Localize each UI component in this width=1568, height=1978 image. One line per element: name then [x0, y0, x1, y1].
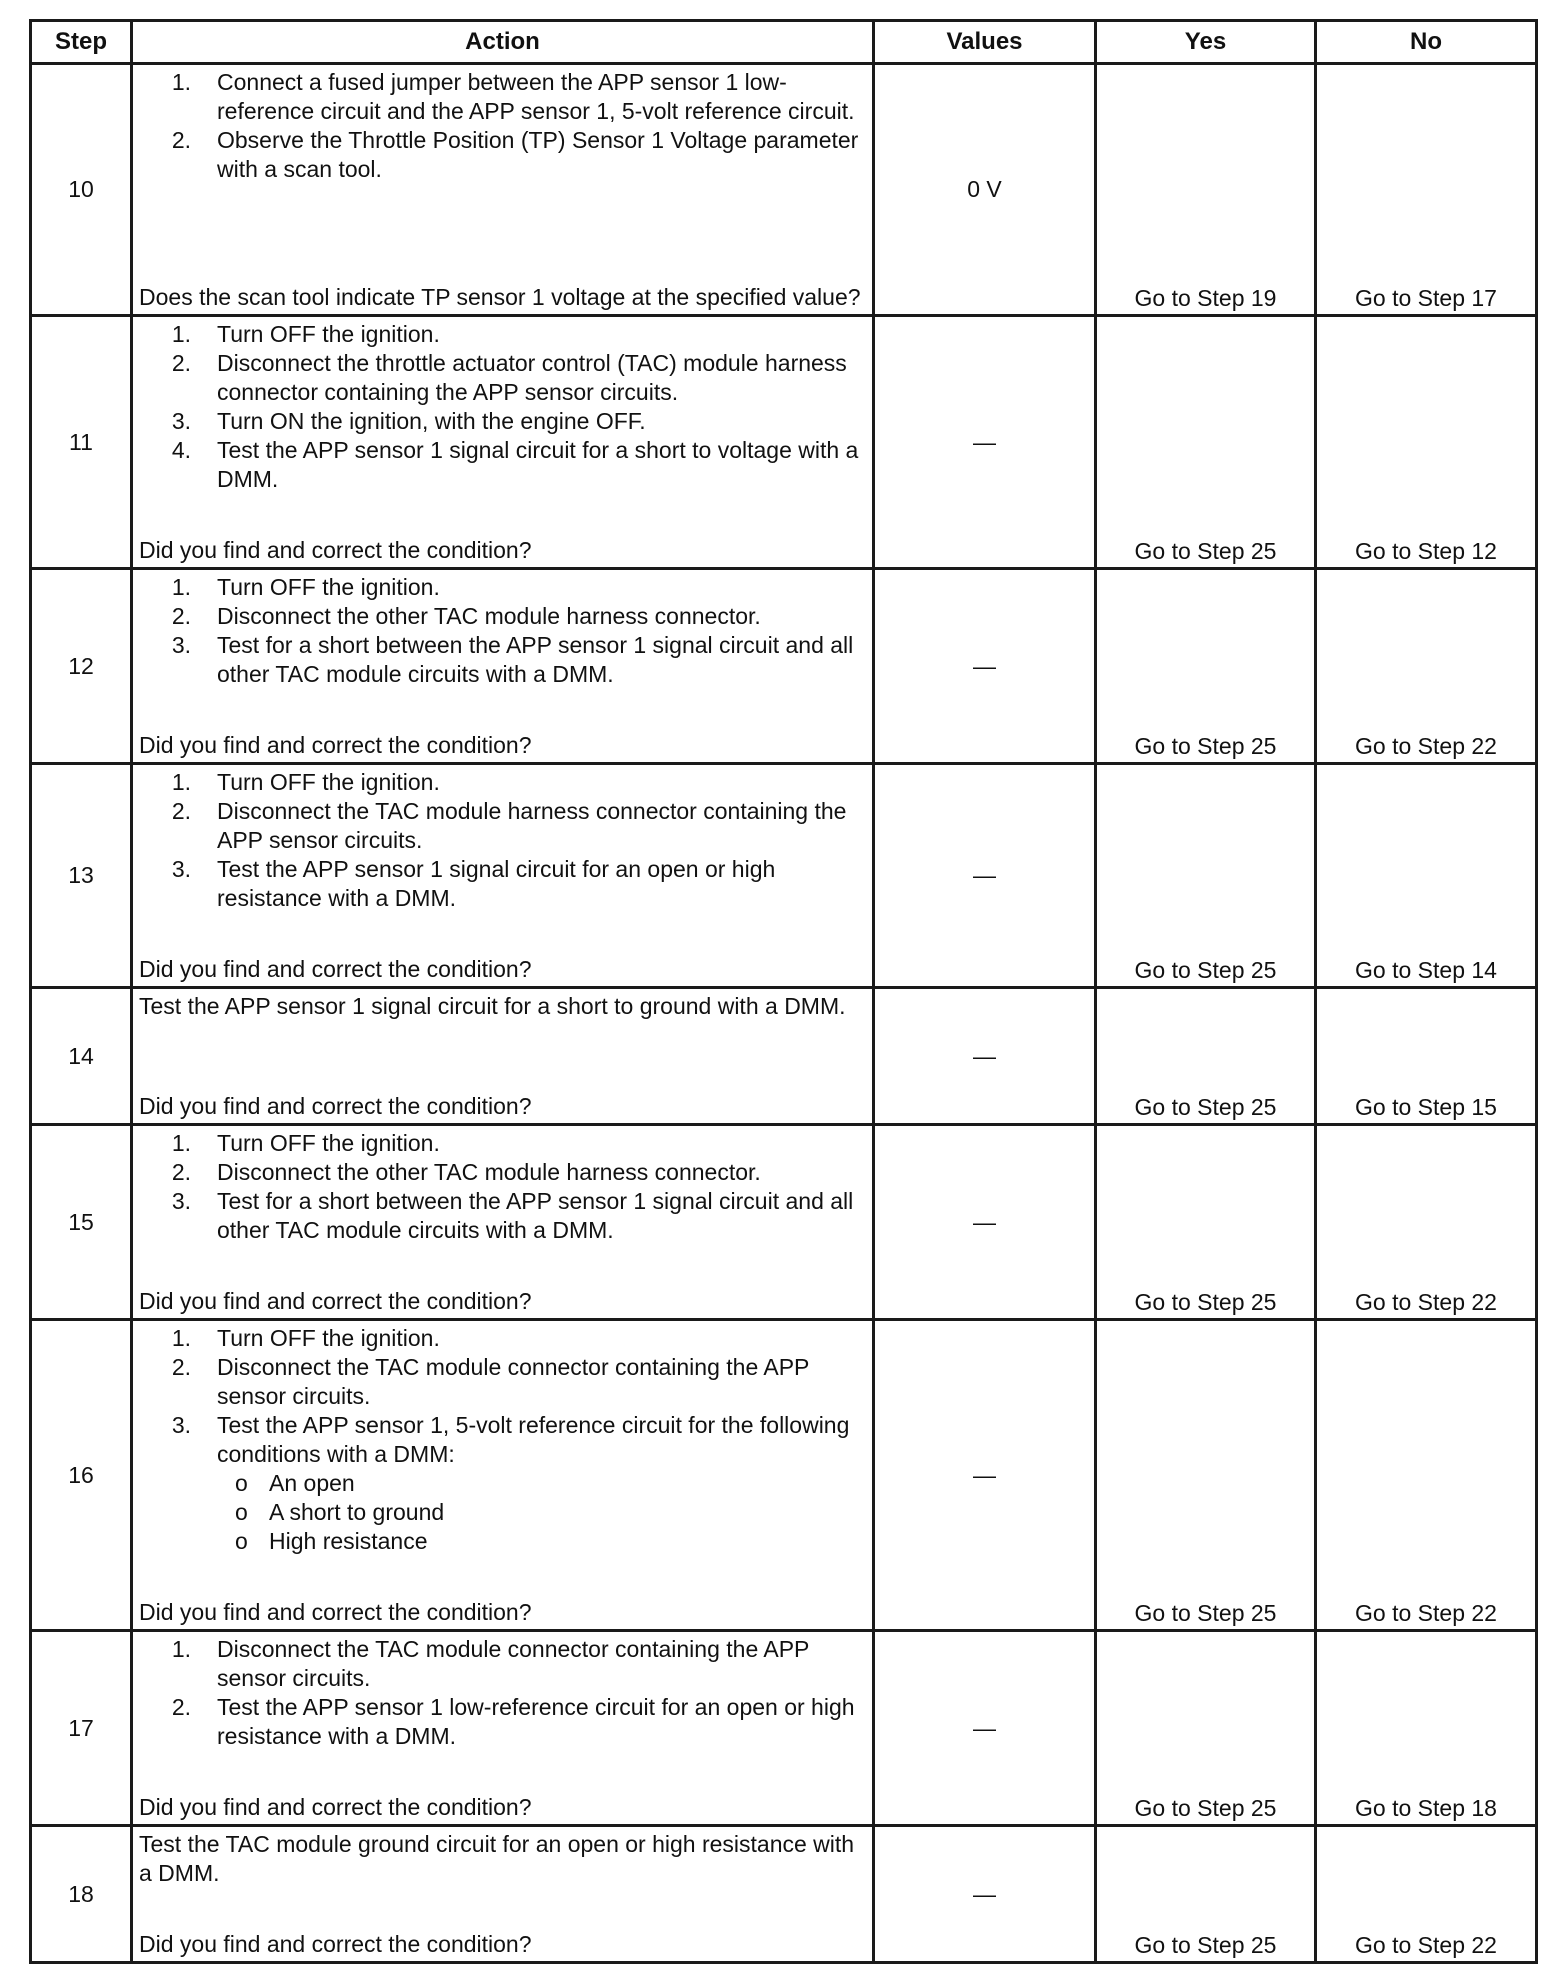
yes-cell	[1096, 316, 1316, 569]
no-action: Go to Step 22	[1355, 1289, 1497, 1315]
list-item	[133, 1187, 862, 1245]
item-number: 3.	[171, 1412, 191, 1438]
no-cell	[1316, 1631, 1537, 1826]
yes-cell	[1096, 1631, 1316, 1826]
no-action: Go to Step 22	[1355, 733, 1497, 759]
no-cell	[1316, 316, 1537, 569]
action-cell	[132, 1631, 874, 1826]
question-text: Does the scan tool indicate TP sensor 1 voltage at the specified value?	[139, 284, 861, 310]
step-number: 13	[31, 764, 132, 988]
action-cell	[132, 316, 874, 569]
value-cell: —	[874, 569, 1096, 764]
yes-action: Go to Step 25	[1134, 1094, 1277, 1120]
header-row	[31, 21, 1537, 64]
list-item	[133, 1353, 862, 1411]
item-number: 2.	[171, 1354, 191, 1380]
table-row	[31, 1320, 1537, 1631]
circle-bullet-icon: o	[235, 1528, 248, 1554]
action-cell	[132, 1125, 874, 1320]
item-number: 1.	[171, 574, 191, 600]
sub-item-text: High resistance	[269, 1528, 428, 1554]
no-action: Go to Step 14	[1355, 957, 1497, 983]
item-number: 1.	[171, 1130, 191, 1156]
item-text: Turn OFF the ignition.	[217, 321, 440, 347]
item-number: 1.	[171, 769, 191, 795]
table-row	[31, 64, 1537, 316]
list-item	[133, 349, 862, 407]
action-cell	[132, 1320, 874, 1631]
table-row	[31, 988, 1537, 1125]
yes-action: Go to Step 25	[1134, 1795, 1277, 1821]
question-text: Did you find and correct the condition?	[139, 1288, 532, 1314]
step-number: 15	[31, 1125, 132, 1320]
item-text: Turn OFF the ignition.	[217, 769, 440, 795]
item-number: 3.	[171, 1188, 191, 1214]
action-cell	[132, 1826, 874, 1963]
item-number: 1.	[171, 1636, 191, 1662]
item-number: 2.	[171, 350, 191, 376]
table-row	[31, 764, 1537, 988]
yes-action: Go to Step 19	[1134, 285, 1277, 311]
action-cell	[132, 764, 874, 988]
step-list	[133, 570, 872, 689]
step-number: 11	[31, 316, 132, 569]
value-cell: —	[874, 1826, 1096, 1963]
diagnostic-table	[29, 19, 1538, 1964]
step-number: 12	[31, 569, 132, 764]
question-text: Did you find and correct the condition?	[139, 732, 532, 758]
item-text: Turn OFF the ignition.	[217, 1325, 440, 1351]
step-list	[133, 1126, 872, 1245]
list-item	[133, 631, 862, 689]
question-text: Did you find and correct the condition?	[139, 1599, 532, 1625]
no-cell	[1316, 988, 1537, 1125]
no-cell	[1316, 1125, 1537, 1320]
item-number: 3.	[171, 408, 191, 434]
list-item	[133, 126, 862, 184]
no-cell	[1316, 1320, 1537, 1631]
item-number: 1.	[171, 1325, 191, 1351]
question-text: Did you find and correct the condition?	[139, 1093, 532, 1119]
item-text: Disconnect the TAC module harness connector containing the APP sensor circuits.	[217, 798, 847, 853]
list-item	[133, 1324, 862, 1353]
no-action: Go to Step 22	[1355, 1600, 1497, 1626]
action-cell	[132, 64, 874, 316]
yes-action: Go to Step 25	[1134, 1932, 1277, 1958]
step-list	[133, 65, 872, 184]
value-cell: —	[874, 1125, 1096, 1320]
item-text: Test for a short between the APP sensor 1 signal circuit and all other TAC module circuits with a DMM.	[217, 1188, 854, 1243]
sub-item-text: A short to ground	[269, 1499, 445, 1525]
list-item	[133, 320, 862, 349]
no-action: Go to Step 15	[1355, 1094, 1497, 1120]
action-cell	[132, 988, 874, 1125]
step-number: 16	[31, 1320, 132, 1631]
item-number: 3.	[171, 856, 191, 882]
table-row	[31, 1125, 1537, 1320]
item-number: 1.	[171, 69, 191, 95]
item-text: Connect a fused jumper between the APP sensor 1 low-reference circuit and the APP sensor 1, 5-volt reference circuit.	[217, 69, 855, 124]
question-text: Did you find and correct the condition?	[139, 1931, 532, 1957]
value-cell: 0 V	[874, 64, 1096, 316]
header-yes: Yes	[1096, 21, 1316, 64]
yes-cell	[1096, 1125, 1316, 1320]
item-text: Disconnect the other TAC module harness connector.	[217, 1159, 761, 1185]
item-text: Test the APP sensor 1, 5-volt reference circuit for the following conditions with a DMM:	[217, 1412, 850, 1467]
no-cell	[1316, 569, 1537, 764]
no-cell	[1316, 1826, 1537, 1963]
step-list	[133, 317, 872, 494]
item-text: Disconnect the throttle actuator control (TAC) module harness connector containing the APP sensor circuits.	[217, 350, 847, 405]
item-text: Observe the Throttle Position (TP) Sensor 1 Voltage parameter with a scan tool.	[217, 127, 859, 182]
list-item	[133, 1411, 862, 1556]
circle-bullet-icon: o	[235, 1470, 248, 1496]
item-number: 3.	[171, 632, 191, 658]
item-text: Disconnect the other TAC module harness connector.	[217, 603, 761, 629]
step-number: 10	[31, 64, 132, 316]
header-action: Action	[132, 21, 874, 64]
question-text: Did you find and correct the condition?	[139, 1794, 532, 1820]
item-number: 2.	[171, 127, 191, 153]
sub-list-item	[217, 1469, 862, 1498]
value-cell: —	[874, 1631, 1096, 1826]
step-number: 17	[31, 1631, 132, 1826]
action-text: Test the TAC module ground circuit for an open or high resistance with a DMM.	[139, 1831, 855, 1886]
list-item	[133, 797, 862, 855]
list-item	[133, 407, 862, 436]
item-text: Turn OFF the ignition.	[217, 574, 440, 600]
yes-cell	[1096, 764, 1316, 988]
item-text: Turn OFF the ignition.	[217, 1130, 440, 1156]
item-number: 2.	[171, 603, 191, 629]
list-item	[133, 436, 862, 494]
value-cell: —	[874, 988, 1096, 1125]
condition-list	[217, 1469, 862, 1556]
item-number: 2.	[171, 798, 191, 824]
list-item	[133, 768, 862, 797]
yes-cell	[1096, 1826, 1316, 1963]
item-text: Disconnect the TAC module connector containing the APP sensor circuits.	[217, 1354, 809, 1409]
no-cell	[1316, 764, 1537, 988]
yes-action: Go to Step 25	[1134, 957, 1277, 983]
action-cell	[132, 569, 874, 764]
item-number: 1.	[171, 321, 191, 347]
header-values: Values	[874, 21, 1096, 64]
sub-list-item	[217, 1498, 862, 1527]
list-item	[133, 1635, 862, 1693]
table-row	[31, 569, 1537, 764]
item-number: 4.	[171, 437, 191, 463]
step-list	[133, 1632, 872, 1751]
circle-bullet-icon: o	[235, 1499, 248, 1525]
list-item	[133, 573, 862, 602]
list-item	[133, 602, 862, 631]
table-row	[31, 1631, 1537, 1826]
step-number: 18	[31, 1826, 132, 1963]
list-item	[133, 1158, 862, 1187]
no-action: Go to Step 22	[1355, 1932, 1497, 1958]
yes-action: Go to Step 25	[1134, 1289, 1277, 1315]
list-item	[133, 68, 862, 126]
yes-cell	[1096, 1320, 1316, 1631]
item-text: Turn ON the ignition, with the engine OFF.	[217, 408, 646, 434]
list-item	[133, 1129, 862, 1158]
item-number: 2.	[171, 1694, 191, 1720]
no-action: Go to Step 17	[1355, 285, 1497, 311]
step-number: 14	[31, 988, 132, 1125]
item-text: Disconnect the TAC module connector containing the APP sensor circuits.	[217, 1636, 809, 1691]
yes-action: Go to Step 25	[1134, 1600, 1277, 1626]
yes-cell	[1096, 988, 1316, 1125]
no-action: Go to Step 18	[1355, 1795, 1497, 1821]
question-text: Did you find and correct the condition?	[139, 537, 532, 563]
value-cell: —	[874, 316, 1096, 569]
value-cell: —	[874, 764, 1096, 988]
header-step: Step	[31, 21, 132, 64]
question-text: Did you find and correct the condition?	[139, 956, 532, 982]
item-text: Test for a short between the APP sensor 1 signal circuit and all other TAC module circuits with a DMM.	[217, 632, 854, 687]
yes-action: Go to Step 25	[1134, 538, 1277, 564]
item-text: Test the APP sensor 1 signal circuit for a short to voltage with a DMM.	[217, 437, 859, 492]
item-text: Test the APP sensor 1 low-reference circuit for an open or high resistance with a DMM.	[217, 1694, 855, 1749]
list-item	[133, 1693, 862, 1751]
action-text: Test the APP sensor 1 signal circuit for a short to ground with a DMM.	[139, 993, 846, 1019]
value-cell: —	[874, 1320, 1096, 1631]
header-no: No	[1316, 21, 1537, 64]
no-cell	[1316, 64, 1537, 316]
table-row	[31, 316, 1537, 569]
item-number: 2.	[171, 1159, 191, 1185]
table-row	[31, 1826, 1537, 1963]
list-item	[133, 855, 862, 913]
no-action: Go to Step 12	[1355, 538, 1497, 564]
step-list	[133, 765, 872, 913]
item-text: Test the APP sensor 1 signal circuit for an open or high resistance with a DMM.	[217, 856, 776, 911]
sub-list-item	[217, 1527, 862, 1556]
yes-cell	[1096, 569, 1316, 764]
step-list	[133, 1321, 872, 1556]
yes-action: Go to Step 25	[1134, 733, 1277, 759]
sub-item-text: An open	[269, 1470, 355, 1496]
yes-cell	[1096, 64, 1316, 316]
